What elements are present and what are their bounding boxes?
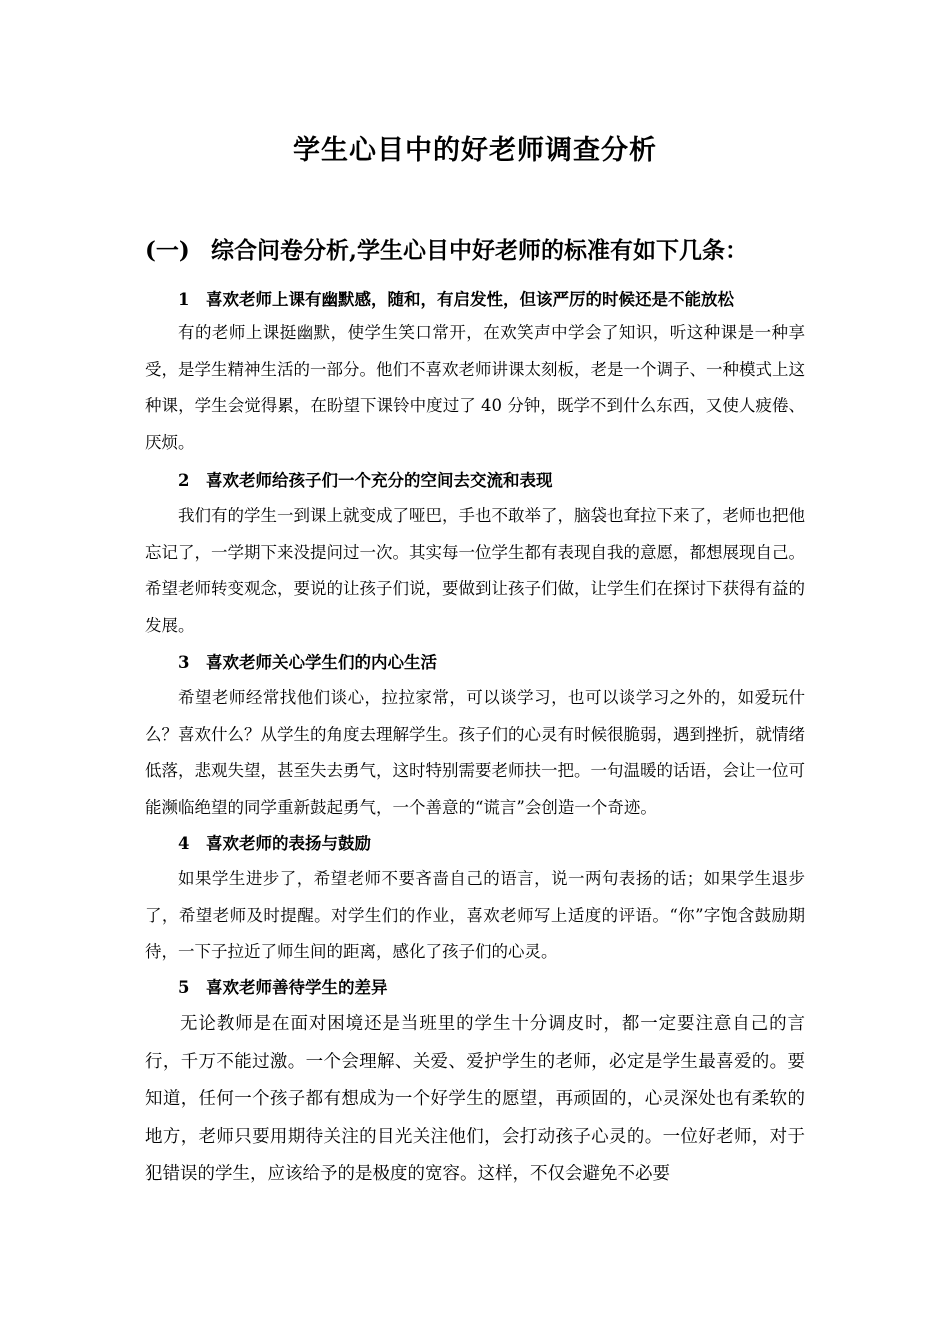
document-title: 学生心目中的好老师调查分析 bbox=[293, 135, 657, 166]
section-heading bbox=[145, 233, 845, 269]
item-body-5: 无论教师是在面对困境还是当班里的学生十分调皮时，都一定要注意自己的言行，千万不能过激。一个会理解、关爱、爱护学生的老师，必定是学生最喜爱的。要知道，任何一个孩子都有想成为一个好学生的愿望，再顽固的，心灵深处也有柔软的地方，老师只要用期待关注的目光关注他们，会打动孩子心灵的。一位好老师，对于犯错误的学生，应该给予的是极度的宽容。这样，不仅会避免不必要 bbox=[145, 1014, 805, 1184]
section-heading-text: 综合问卷分析,学生心目中好老师的标准有如下几条： bbox=[211, 237, 749, 264]
item-number: 4 bbox=[178, 834, 190, 853]
item-heading-text: 喜欢老师关心学生们的内心生活 bbox=[206, 653, 437, 672]
item-heading-1 bbox=[178, 285, 818, 315]
item-heading-2 bbox=[178, 466, 818, 496]
item-body-1: 有的老师上课挺幽默，使学生笑口常开，在欢笑声中学会了知识，听这种课是一种享受，是学生精神生活的一部分。他们不喜欢老师讲课太刻板，老是一个调子、一种模式上这种课，学生会觉得累，在盼望下课铃中度过了 40 分钟，既学不到什么东西，又使人疲倦、厌烦。 bbox=[145, 323, 805, 452]
item-heading-3 bbox=[178, 648, 818, 678]
item-heading-text: 喜欢老师善待学生的差异 bbox=[206, 978, 388, 997]
item-number: 1 bbox=[178, 290, 190, 309]
item-body-2: 我们有的学生一到课上就变成了哑巴，手也不敢举了，脑袋也耷拉下来了，老师也把他忘记了，一学期下来没提问过一次。其实每一位学生都有表现自我的意愿，都想展现自己。希望老师转变观念，要说的让孩子们说，要做到让孩子们做，让学生们在探讨下获得有益的发展。 bbox=[145, 506, 805, 635]
item-heading-4 bbox=[178, 829, 818, 859]
item-body-3: 希望老师经常找他们谈心，拉拉家常，可以谈学习，也可以谈学习之外的，如爱玩什么？喜欢什么？从学生的角度去理解学生。孩子们的心灵有时候很脆弱，遇到挫折，就情绪低落，悲观失望，甚至失去勇气，这时特别需要老师扶一把。一句温暖的话语，会让一位可能濒临绝望的同学重新鼓起勇气，一个善意的“谎言”会创造一个奇迹。 bbox=[145, 688, 805, 817]
item-body-4: 如果学生进步了，希望老师不要吝啬自己的语言，说一两句表扬的话；如果学生退步了，希望老师及时提醒。对学生们的作业，喜欢老师写上适度的评语。“你”字饱含鼓励期待，一下子拉近了师生间的距离，感化了孩子们的心灵。 bbox=[145, 869, 805, 961]
item-heading-text: 喜欢老师上课有幽默感，随和，有启发性，但该严厉的时候还是不能放松 bbox=[206, 290, 734, 309]
item-number: 3 bbox=[178, 653, 190, 672]
section-number: (一) bbox=[145, 237, 190, 264]
item-heading-text: 喜欢老师给孩子们一个充分的空间去交流和表现 bbox=[206, 471, 553, 490]
item-number: 2 bbox=[178, 471, 190, 490]
item-heading-5 bbox=[178, 973, 818, 1003]
item-number: 5 bbox=[178, 978, 190, 997]
item-heading-text: 喜欢老师的表扬与鼓励 bbox=[206, 834, 371, 853]
